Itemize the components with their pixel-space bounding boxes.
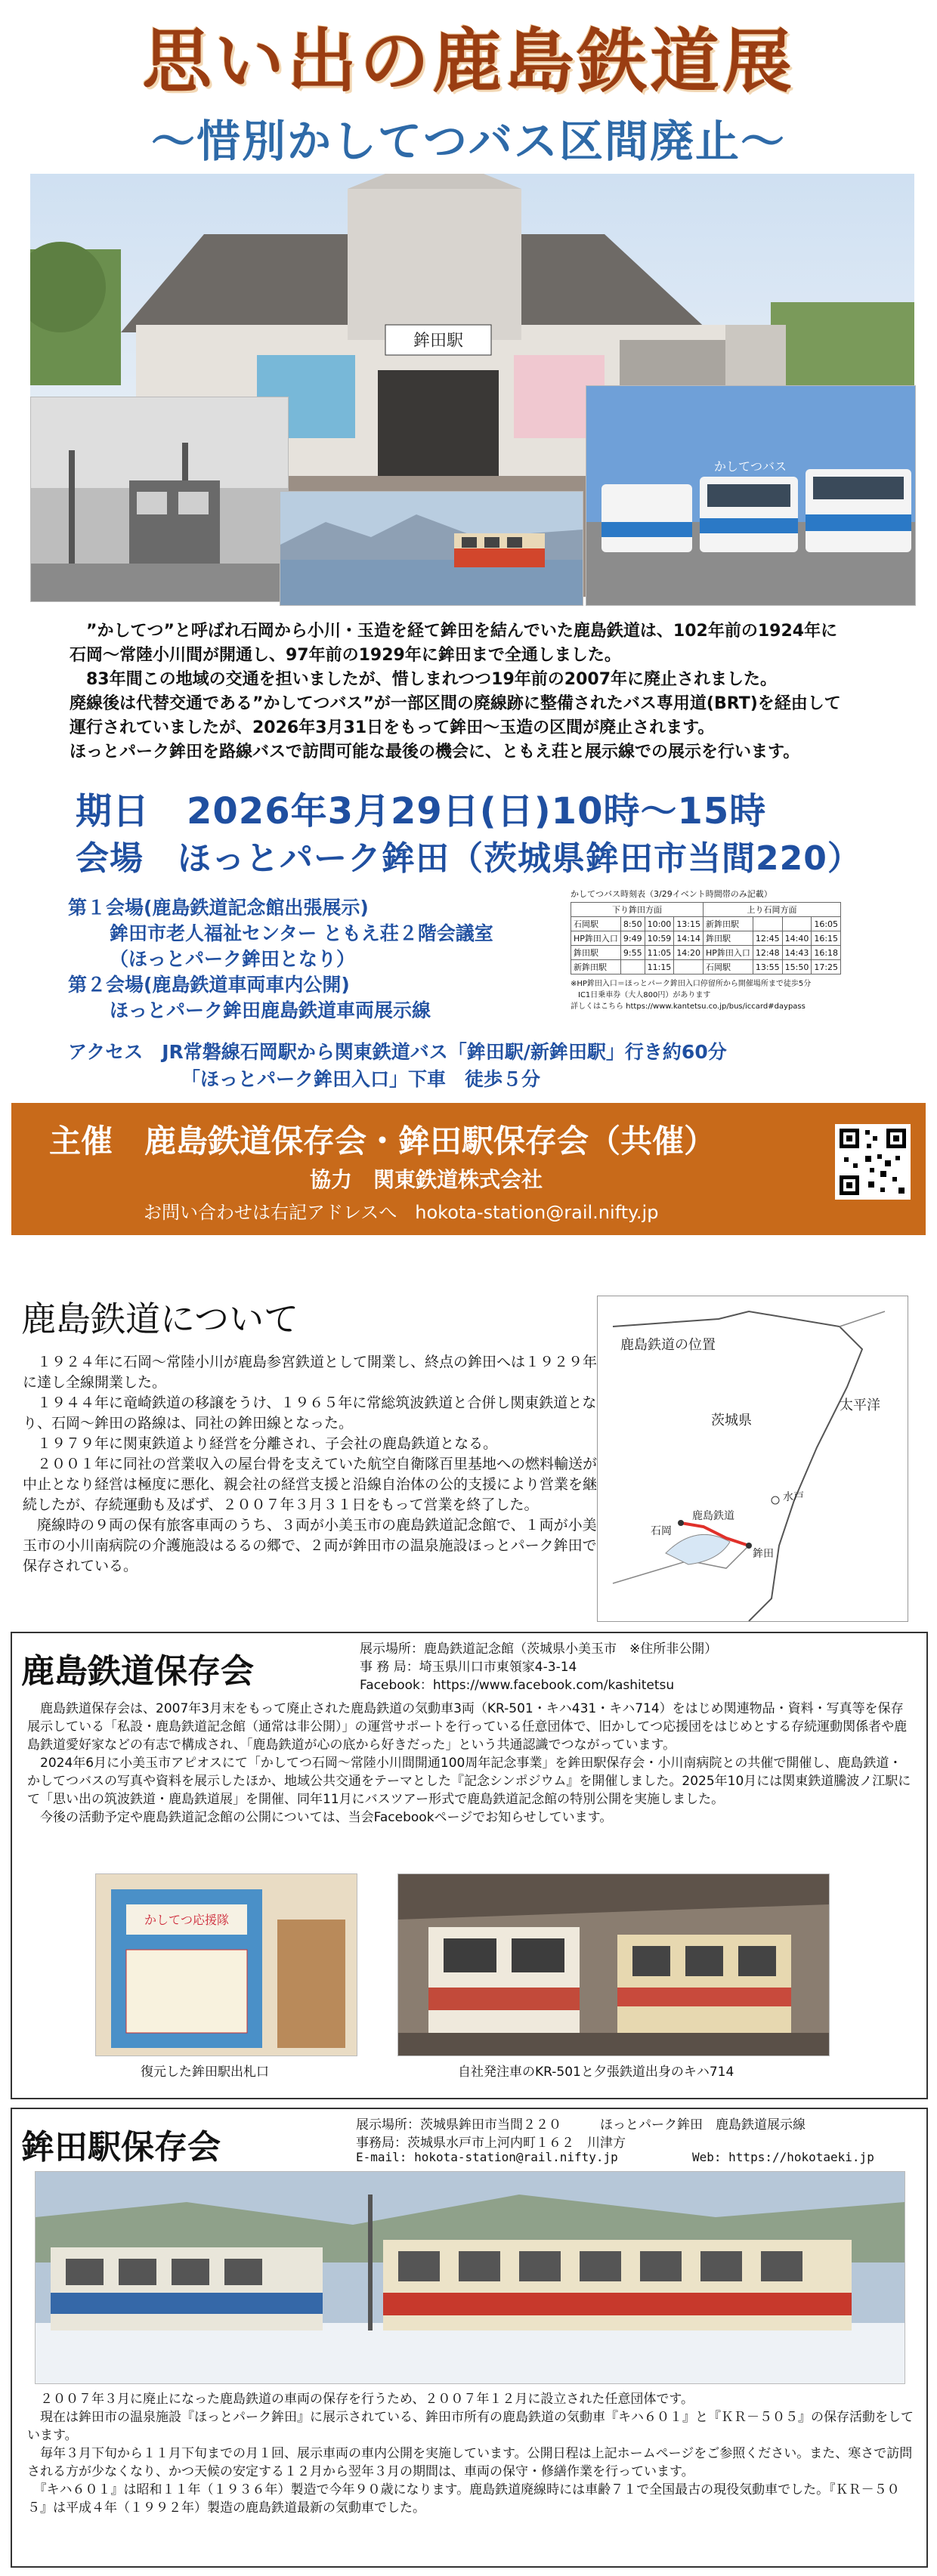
hokota-society-section (11, 2108, 928, 2568)
organizer-text: 主催 鹿島鉄道保存会・鉾田駅保存会（共催） (49, 1123, 716, 1160)
ticket-window-caption: 復元した鉾田駅出札口 (141, 2065, 269, 2080)
tt-cell: 16:15 (812, 931, 841, 946)
tt-cell: 新鉾田駅 (571, 960, 621, 974)
tt-cell (753, 917, 782, 931)
map-label-mito: 水戸 (783, 1491, 804, 1503)
about-paragraph: １９２４年に石岡～常陸小川が鹿島参宮鉄道として開業し、終点の鉾田へは１９２９年に達し全線開業した。 (23, 1354, 598, 1391)
map-label-pacific: 太平洋 (840, 1398, 880, 1413)
tt-cell: 12:48 (753, 946, 782, 960)
location-map (597, 1296, 908, 1622)
venue2-title: 第２会場(鹿島鉄道車両車内公開) (68, 974, 350, 996)
lakeside-train-photo (280, 491, 583, 606)
tt-cell: 14:40 (782, 931, 812, 946)
tt-cell: 13:55 (753, 960, 782, 974)
kashima-paragraph: 2024年6月に小美玉市アピオスにて「かしてつ石岡～常陸小川間開通100周年記念事業」を鉾田駅保存会・小川南病院との共催で開催し、鹿島鉄道・かしてつバスの写真や資料を展示したほか、地域公共交通をテーマとした『記念シンポジウム』を開催しました。2025年10月には関東鉄道騰波ノ江駅にて「思い出の筑波鉄道・鹿島鉄道展」を開催、同年11月にバスツアー形式で鹿島鉄道記念館の特別公開を実施しました。 (27, 1756, 911, 1807)
about-paragraph: ２００１年に同社の営業収入の屋台骨を支えていた航空自衛隊百里基地への燃料輸送が中止となり経営は極度に悪化、親会社の経営支援と沿線自治体の公的支援により営業を継続したが、存続運動も及ばず、２００７年３月３１日をもって営業を終了した。 (23, 1456, 598, 1513)
poster-title: 思い出の鹿島鉄道展 (141, 20, 795, 102)
railcars-photo (397, 1873, 830, 2056)
bus-timetable (571, 888, 918, 1011)
kashima-society-section (11, 1632, 928, 2099)
timetable-title: かしてつバス時刻表（3/29イベント時間帯のみ記載） (571, 889, 772, 899)
map-label-ishioka: 石岡 (651, 1525, 672, 1537)
tt-cell: 15:50 (782, 960, 812, 974)
about-paragraph: １９４４年に竜崎鉄道の移譲をうけ、１９６５年に常総筑波鉄道と合併し関東鉄道となり、石岡～鉾田の路線は、同社の鉾田線となった。 (23, 1395, 597, 1432)
venue-details (68, 895, 552, 1024)
map-label-hokota: 鉾田 (753, 1548, 774, 1560)
venue2-detail: ほっとパーク鉾田鹿島鉄道車両展示線 (110, 999, 431, 1021)
tt-cell: HP鉾田入口 (571, 931, 621, 946)
kashitetsu-bus-photo (586, 385, 916, 606)
contact-text[interactable]: お問い合わせは右記アドレスへ hokota-station@rail.nifty.jp (144, 1202, 659, 1223)
tt-cell: 14:43 (782, 946, 812, 960)
hokota-venue-info: 展示場所：茨城県鉾田市当間２２０ ほっとパーク鉾田 鹿島鉄道展示線 (356, 2117, 806, 2133)
old-train-bw-photo (30, 397, 289, 602)
intro-line: 83年間この地域の交通を担いましたが、惜しまれつつ19年前の2007年に廃止されました。 (70, 670, 778, 689)
cooperation-text: 協力 関東鉄道株式会社 (310, 1167, 543, 1192)
tt-cell: 石岡駅 (704, 960, 753, 974)
tt-cell: 13:15 (674, 917, 704, 931)
timetable-note: ※HP鉾田入口＝ほっとパーク鉾田入口停留所から開催場所まで徒歩5分 (571, 980, 812, 988)
map-title: 鹿島鉄道の位置 (620, 1337, 716, 1353)
timetable-row (571, 960, 841, 974)
about-paragraph: １９７９年に関東鉄道より経営を分離され、子会社の鹿島鉄道となる。 (23, 1435, 498, 1452)
railcars-caption: 自社発注車のKR-501と夕張鉄道出身のキハ714 (458, 2065, 734, 2080)
access-line: アクセス JR常磐線石岡駅から関東鉄道バス「鉾田駅/新鉾田駅」行き約60分 (68, 1041, 727, 1063)
intro-line: 運行されていましたが、2026年3月31日をもって鉾田～玉造の区間が廃止されます。 (70, 718, 715, 737)
map-label-line: 鹿島鉄道 (692, 1510, 734, 1522)
hokota-society-text (27, 2390, 915, 2517)
tt-cell: 新鉾田駅 (704, 917, 753, 931)
tt-cell: 9:55 (620, 946, 645, 960)
tt-cell: 16:18 (812, 946, 841, 960)
station-sign-text: 鉾田駅 (413, 332, 464, 351)
poster-subtitle: ～惜別かしてつバス区間廃止～ (150, 116, 786, 167)
hokota-web-link[interactable]: Web: https://hokotaeki.jp (692, 2150, 874, 2164)
tt-cell: 鉾田駅 (704, 931, 753, 946)
sign-text: かしてつ応援隊 (144, 1913, 230, 1927)
hokota-email-link[interactable]: E-mail: hokota-station@rail.nifty.jp (356, 2150, 618, 2164)
kashima-paragraph: 鹿島鉄道保存会は、2007年3月末をもって廃止された鹿島鉄道の気動車3両（KR-501・キハ431・キハ714）をはじめ関連物品・資料・写真等を保存展示している「私設・鹿島鉄道記念館（通常は非公開）」の運営サポートを行っている任意団体で、旧かしてつ応援団をはじめとする存続運動関係者や鹿島鉄道愛好家などの有志で構成され、「鹿島鉄道が心の底から好きだった」という共通認識でつながっています。 (27, 1701, 908, 1753)
venue1-title: 第１会場(鹿島鉄道記念館出張展示) (68, 897, 369, 919)
kashima-society-title: 鹿島鉄道保存会 (21, 1652, 254, 1691)
intro-line: ほっとパーク鉾田を路線バスで訪問可能な最後の機会に、ともえ荘と展示線での展示を行います。 (70, 743, 800, 761)
intro-text (70, 619, 901, 764)
hokota-paragraph: 毎年３月下旬から１１月下旬までの月１回、展示車両の車内公開を実施しています。公開日程は上記ホームページをご参照ください。また、寒さで訪問される方が少なくなり、かつ天候の安定する１２月から翌年３月の期間は、車両の保守・修繕作業を行っています。 (27, 2446, 913, 2479)
hokota-paragraph: 『キハ６０１』は昭和１１年（１９３６年）製造で今年９０歳になります。鹿島鉄道廃線時には車齢７１で全国最古の現役気動車でした。『ＫＲ－５０５』は平成４年（１９９２年）製造の鹿島鉄道最新の気動車でした。 (27, 2482, 900, 2516)
hokota-paragraph: 現在は鉾田市の温泉施設『ほっとパーク鉾田』に展示されている、鉾田市所有の鹿島鉄道の気動車『キハ６０１』と『ＫＲ－５０５』の保存活動をしています。 (27, 2410, 914, 2443)
event-venue: 会場 ほっとパーク鉾田（茨城県鉾田市当間220） (76, 839, 861, 878)
tt-cell: 11:05 (645, 946, 674, 960)
tt-cell: 10:00 (645, 917, 674, 931)
qr-code-icon[interactable] (835, 1124, 911, 1200)
intro-line: ”かしてつ”と呼ばれ石岡から小川・玉造を経て鉾田を結んでいた鹿島鉄道は、102年前の1924年に (70, 622, 838, 641)
tt-cell: 8:50 (620, 917, 645, 931)
about-paragraph: 廃線時の９両の保有旅客車両のうち、３両が小美玉市の鹿島鉄道記念館で、１両が小美玉市の小川南病院の介護施設はるるの郷で、２両が鉾田市の温泉施設ほっとパーク鉾田で保存されている。 (23, 1517, 597, 1574)
event-date: 期日 2026年3月29日(日)10時～15時 (76, 790, 767, 832)
tt-cell: 10:59 (645, 931, 674, 946)
tt-cell: 12:45 (753, 931, 782, 946)
hokota-society-title: 鉾田駅保存会 (21, 2128, 221, 2167)
venue1-detail: （ほっとパーク鉾田となり） (110, 948, 356, 970)
access-line: 「ほっとパーク鉾田入口」下車 徒歩５分 (181, 1068, 541, 1090)
kashima-venue-info: 展示場所：鹿島鉄道記念館（茨城県小美玉市 ※住所非公開） (360, 1642, 718, 1657)
kashima-facebook-link[interactable]: Facebook：https://www.facebook.com/kashitetsu (360, 1678, 675, 1693)
tt-cell (620, 960, 645, 974)
tt-cell: 11:15 (645, 960, 674, 974)
map-label-ibaraki: 茨城県 (711, 1413, 752, 1429)
kashima-paragraph: 今後の活動予定や鹿島鉄道記念館の公開については、当会Facebookページでお知らせしています。 (27, 1810, 613, 1825)
ticket-window-photo (95, 1873, 357, 2056)
tt-cell: 14:20 (674, 946, 704, 960)
timetable-table (571, 902, 841, 974)
organizer-banner (11, 1103, 926, 1235)
hokota-railcars-photo (35, 2171, 905, 2384)
hokota-office-info: 事務局：茨城県水戸市上河内町１６２ 川津方 (356, 2136, 626, 2151)
intro-line: 廃線後は代替交通である”かしてつバス”が一部区間の廃線跡に整備されたバス専用道(BRT)を経由して (70, 694, 841, 713)
tt-cell (674, 960, 704, 974)
about-title: 鹿島鉄道について (21, 1299, 299, 1339)
tt-cell: HP鉾田入口 (704, 946, 753, 960)
timetable-link[interactable]: 詳しくはこちら https://www.kantetsu.co.jp/bus/iccard#daypass (571, 1002, 806, 1011)
kashima-society-text (27, 1700, 911, 1827)
timetable-dir-up: 上り石岡方面 (704, 903, 841, 917)
timetable-note: IC1日乗車券（大人800円）があります (571, 991, 711, 999)
tt-cell: 9:49 (620, 931, 645, 946)
tt-cell: 17:25 (812, 960, 841, 974)
timetable-row (571, 946, 841, 960)
tt-cell: 14:14 (674, 931, 704, 946)
tt-cell (782, 917, 812, 931)
intro-line: 石岡～常陸小川間が開通し、97年前の1929年に鉾田まで全通しました。 (70, 646, 621, 665)
timetable-dir-down: 下り鉾田方面 (571, 903, 704, 917)
bus-photo-label: かしてつバス (713, 459, 787, 474)
about-text (23, 1352, 597, 1577)
venue1-detail: 鉾田市老人福祉センター ともえ荘２階会議室 (110, 922, 493, 944)
hokota-paragraph: ２００７年３月に廃止になった鹿島鉄道の車両の保存を行うため、２００７年１２月に設立された任意団体です。 (27, 2392, 694, 2407)
tt-cell: 鉾田駅 (571, 946, 621, 960)
timetable-row (571, 931, 841, 946)
timetable-row (571, 917, 841, 931)
kashima-office-info: 事 務 局：埼玉県川口市東領家4-3-14 (360, 1660, 577, 1675)
access-info (68, 1039, 824, 1093)
tt-cell: 石岡駅 (571, 917, 621, 931)
tt-cell: 16:05 (812, 917, 841, 931)
